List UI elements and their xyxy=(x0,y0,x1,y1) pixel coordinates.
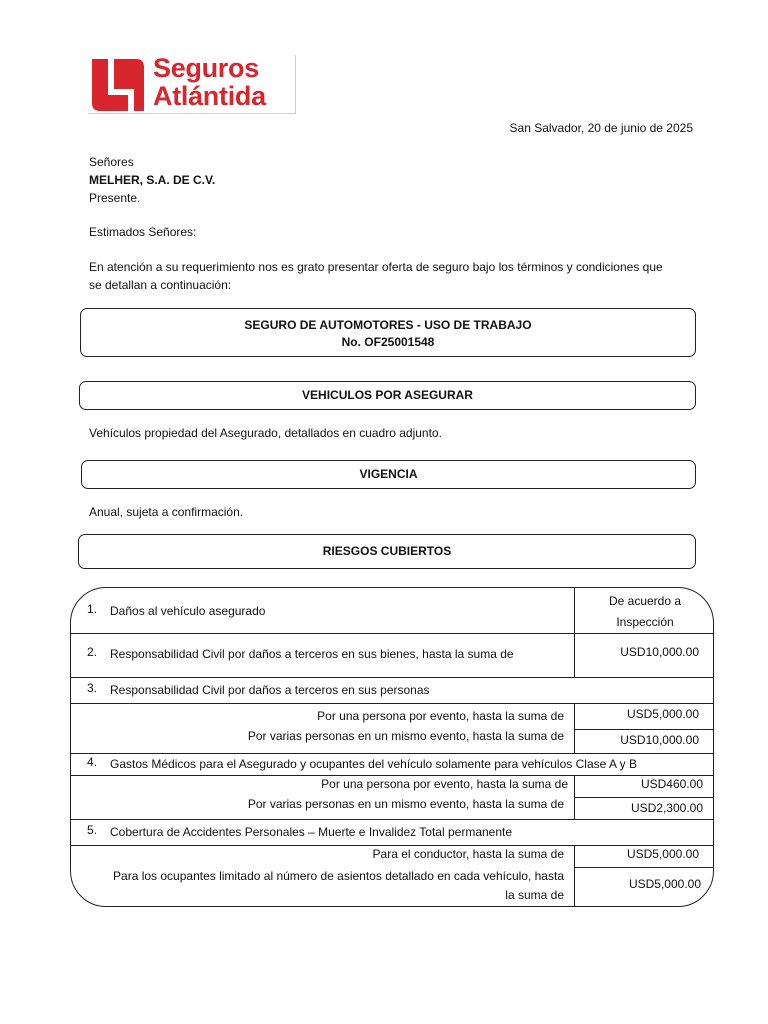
logo-line-2: Atlántida xyxy=(153,81,266,111)
column-divider xyxy=(574,703,575,753)
vigencia-text: Anual, sujeta a confirmación. xyxy=(89,505,244,519)
value-line-2: Inspección xyxy=(616,615,674,629)
policy-title-box xyxy=(80,308,696,357)
policy-title: SEGURO DE AUTOMOTORES - USO DE TRABAJO xyxy=(244,318,532,332)
logo-side-line xyxy=(295,55,296,114)
row-divider xyxy=(71,633,714,634)
vigencia-header: VIGENCIA xyxy=(81,460,696,489)
sub-label: Por una persona por evento, hasta la suma de xyxy=(317,709,564,723)
item-number: 2. xyxy=(86,645,97,659)
row-divider xyxy=(71,845,714,846)
coverage-value: USD10,000.00 xyxy=(620,645,699,659)
column-divider xyxy=(574,845,575,907)
sub-label: Para el conductor, hasta la suma de xyxy=(372,847,564,861)
value-divider xyxy=(575,797,714,798)
logo-line-1: Seguros xyxy=(153,53,259,83)
intro-line-2: se detallan a continuación: xyxy=(89,278,232,292)
coverage-value xyxy=(575,592,714,631)
coverage-value: USD10,000.00 xyxy=(620,733,699,747)
coverage-label: Responsabilidad Civil por daños a terceros en sus personas xyxy=(110,683,430,697)
sub-label-line-1: Para los ocupantes limitado al número de asientos detallado en cada vehículo, hasta xyxy=(113,869,564,883)
sub-label-line-2: la suma de xyxy=(505,888,564,902)
sub-label: Por varias personas en un mismo evento, hasta la suma de xyxy=(247,797,564,811)
salutation: Señores xyxy=(89,155,134,169)
row-divider xyxy=(71,775,714,776)
value-line-1: De acuerdo a xyxy=(608,594,682,608)
row-divider xyxy=(71,753,714,754)
policy-number: No. OF25001548 xyxy=(341,335,435,349)
row-divider xyxy=(71,819,714,820)
value-divider xyxy=(575,867,714,868)
coverage-label: Gastos Médicos para el Asegurado y ocupantes del vehículo solamente para vehículos Clase A y B xyxy=(110,757,637,771)
coverage-label: Responsabilidad Civil por daños a terceros en sus bienes, hasta la suma de xyxy=(110,647,514,661)
vehiculos-text: Vehículos propiedad del Asegurado, detallados en cuadro adjunto. xyxy=(89,426,442,440)
presente: Presente. xyxy=(89,191,141,205)
greeting: Estimados Señores: xyxy=(89,225,197,239)
vehiculos-header: VEHICULOS POR ASEGURAR xyxy=(79,381,696,410)
coverage-table xyxy=(70,587,714,907)
recipient-company: MELHER, S.A. DE C.V. xyxy=(89,173,216,187)
item-number: 1. xyxy=(86,602,97,616)
coverage-label: Cobertura de Accidentes Personales – Muerte e Invalidez Total permanente xyxy=(110,825,513,839)
coverage-value: USD5,000.00 xyxy=(626,707,699,721)
value-divider xyxy=(575,729,714,730)
recipient-block xyxy=(89,153,215,207)
column-divider xyxy=(574,775,575,819)
coverage-value: USD5,000.00 xyxy=(626,847,699,861)
row-divider xyxy=(71,703,714,704)
intro-line-1: En atención a su requerimiento nos es grato presentar oferta de seguro bajo los términos y condiciones que xyxy=(89,260,663,274)
coverage-value: USD2,300.00 xyxy=(630,801,703,815)
item-number: 5. xyxy=(86,823,97,837)
item-number: 3. xyxy=(86,681,97,695)
letter-date: San Salvador, 20 de junio de 2025 xyxy=(509,121,693,135)
coverage-value: USD460.00 xyxy=(640,777,703,791)
coverage-label: Daños al vehículo asegurado xyxy=(110,604,266,618)
logo-mark-icon xyxy=(90,57,146,113)
company-logo xyxy=(88,55,298,115)
item-number: 4. xyxy=(86,755,97,769)
coverage-value: USD5,000.00 xyxy=(628,877,701,891)
logo-underline xyxy=(88,113,296,114)
logo-wordmark xyxy=(153,55,266,110)
sub-label-multiline xyxy=(113,867,564,905)
riesgos-header: RIESGOS CUBIERTOS xyxy=(78,534,696,569)
sub-label: Por varias personas en un mismo evento, hasta la suma de xyxy=(247,729,564,743)
intro-paragraph xyxy=(89,258,663,294)
sub-label: Por una persona por evento, hasta la suma de xyxy=(321,777,568,791)
row-divider xyxy=(71,677,714,678)
